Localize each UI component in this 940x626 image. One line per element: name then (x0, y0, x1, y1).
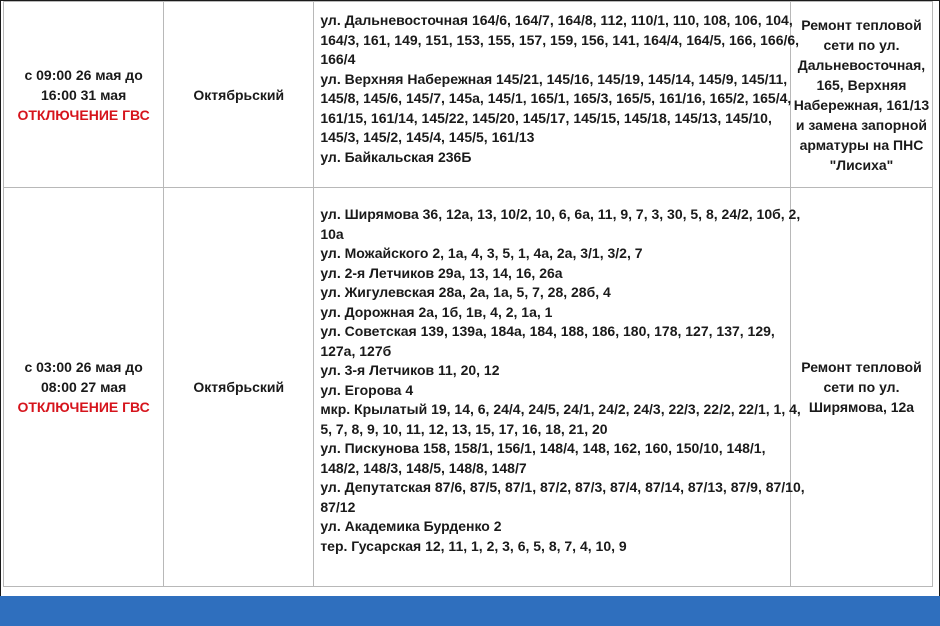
status-label: ОТКЛЮЧЕНИЕ ГВС (17, 106, 150, 123)
reason-line: Ширямова, 12а (808, 399, 915, 415)
address-line: 145/3, 145/2, 145/4, 145/5, 161/13 (320, 129, 535, 145)
district-cell: Октябрьский (164, 188, 314, 587)
reason-line: 165, Верхняя (816, 76, 907, 93)
address-line: ул. Дорожная 2а, 1б, 1в, 4, 2, 1а, 1 (320, 303, 553, 320)
time-start: с 03:00 26 мая до (24, 359, 143, 375)
address-line: 148/2, 148/3, 148/5, 148/8, 148/7 (320, 459, 527, 476)
address-line: ул. Егорова 4 (320, 381, 414, 398)
address-line: ул. Жигулевская 28а, 2а, 1а, 5, 7, 28, 28б, 4 (320, 284, 611, 300)
table-row (4, 2, 933, 188)
address-line: ул. 2-я Летчиков 29а, 13, 14, 16, 26а (320, 264, 563, 281)
time-cell (4, 2, 164, 188)
address-line: ул. 3-я Летчиков 11, 20, 12 (320, 362, 500, 378)
address-line: 164/3, 161, 149, 151, 153, 155, 157, 159, 156, 141, 164/4, 164/5, 166, 166/6, (320, 31, 800, 48)
reason-cell (790, 2, 932, 188)
reason-line: Ремонт тепловой (801, 359, 922, 375)
address-line: 10а (320, 225, 344, 242)
address-line: 161/15, 161/14, 145/22, 145/20, 145/17, 145/15, 145/18, 145/13, 145/10, (320, 109, 772, 126)
addresses-cell (314, 188, 805, 587)
address-line: ул. Ширямова 36, 12а, 13, 10/2, 10, 6, 6а, 11, 9, 7, 3, 30, 5, 8, 24/2, 10б, 2, (320, 206, 801, 222)
table-row (4, 188, 933, 587)
reason-line: арматуры на ПНС (799, 136, 924, 153)
address-line: ул. Байкальская 236Б (320, 148, 472, 165)
time-cell (4, 188, 164, 587)
reason-line: Ремонт тепловой (801, 16, 922, 33)
reason-line: Набережная, 161/13 (793, 96, 930, 113)
status-label: ОТКЛЮЧЕНИЕ ГВС (17, 399, 150, 415)
district-cell: Октябрьский (164, 2, 314, 188)
address-line: ул. Советская 139, 139а, 184а, 184, 188, 186, 180, 178, 127, 137, 129, (320, 323, 775, 339)
address-line: 5, 7, 8, 9, 10, 11, 12, 13, 15, 17, 16, 18, 21, 20 (320, 420, 608, 437)
address-line: 87/12 (320, 498, 356, 515)
address-line: ул. Верхняя Набережная 145/21, 145/16, 145/19, 145/14, 145/9, 145/11, (320, 70, 788, 87)
address-line: мкр. Крылатый 19, 14, 6, 24/4, 24/5, 24/1, 24/2, 24/3, 22/3, 22/2, 22/1, 1, 4, (320, 401, 801, 417)
outage-table (3, 1, 933, 587)
time-end: 16:00 31 мая (40, 86, 127, 103)
reason-cell (790, 188, 932, 587)
address-line: 166/4 (320, 51, 356, 67)
address-line: ул. Можайского 2, 1а, 4, 3, 5, 1, 4а, 2а, 3/1, 3/2, 7 (320, 245, 643, 261)
time-start: с 09:00 26 мая до (24, 66, 143, 83)
time-end: 08:00 27 мая (40, 379, 127, 395)
address-line: 145/8, 145/6, 145/7, 145а, 145/1, 165/1, 165/3, 165/5, 161/16, 165/2, 165/4, (320, 90, 792, 106)
reason-line: и замена запорной (795, 116, 927, 133)
footer-bar (0, 596, 940, 626)
reason-line: "Лисиха" (829, 156, 894, 173)
addresses-cell (314, 2, 800, 188)
address-line: ул. Депутатская 87/6, 87/5, 87/1, 87/2, 87/3, 87/4, 87/14, 87/13, 87/9, 87/10, (320, 479, 805, 495)
reason-line: сети по ул. (823, 379, 900, 395)
reason-line: Дальневосточная, (797, 56, 926, 73)
address-line: ул. Пискунова 158, 158/1, 156/1, 148/4, 148, 162, 160, 150/10, 148/1, (320, 440, 766, 456)
address-line: 127а, 127б (320, 342, 392, 359)
address-line: ул. Академика Бурденко 2 (320, 518, 502, 534)
address-line: ул. Дальневосточная 164/6, 164/7, 164/8, 112, 110/1, 110, 108, 106, 104, (320, 12, 793, 28)
reason-line: сети по ул. (823, 36, 900, 53)
address-line: тер. Гусарская 12, 11, 1, 2, 3, 6, 5, 8, 7, 4, 10, 9 (320, 537, 627, 554)
